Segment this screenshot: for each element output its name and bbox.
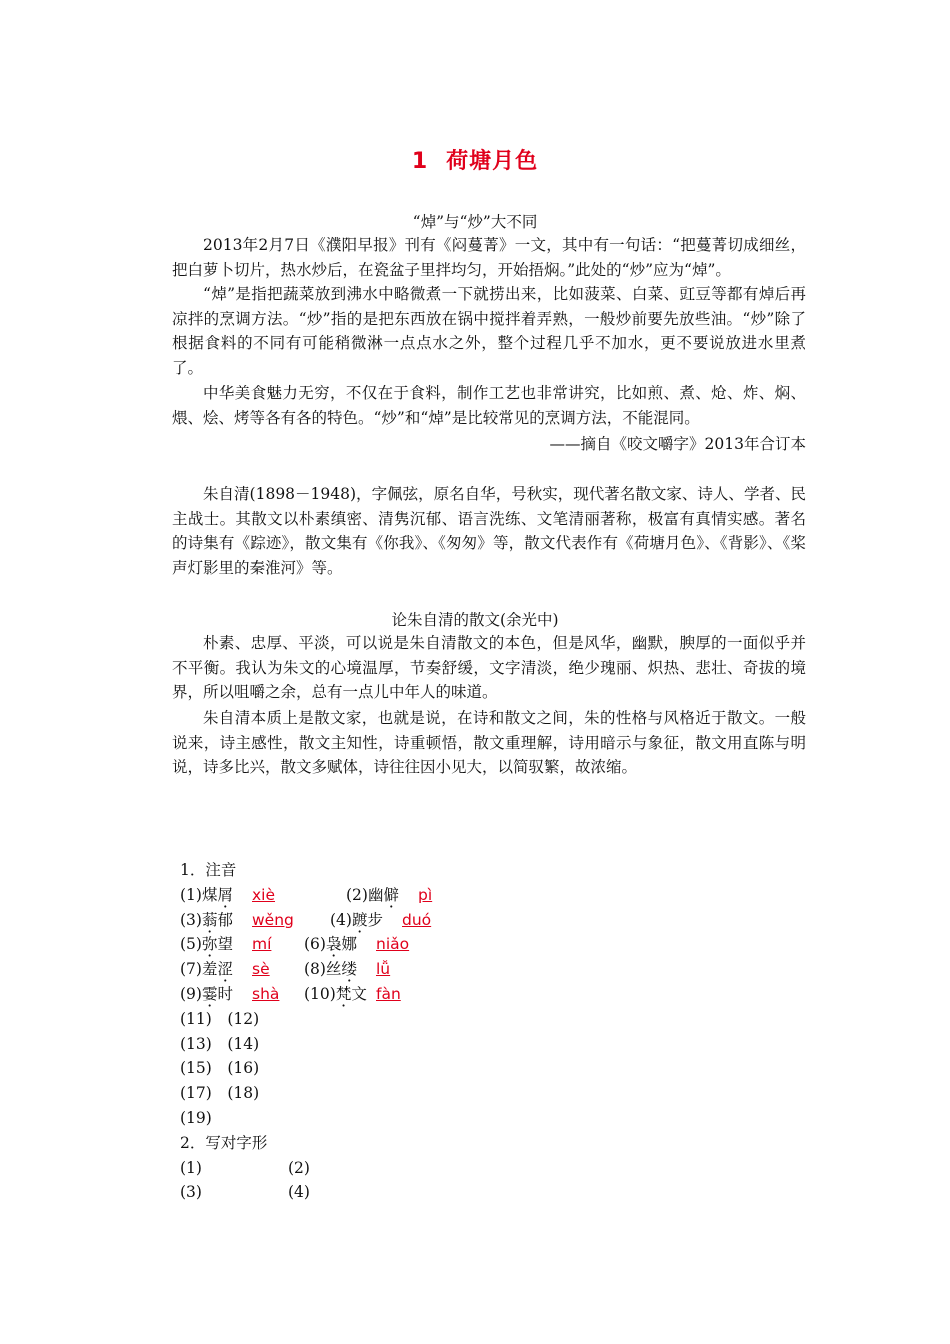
paragraph: 2013年2月7日《濮阳早报》刊有《闷蔓菁》一文，其中有一句话：“把蔓菁切成细丝，把白萝卜切片，热水炒后，在瓷盆子里拌均匀，开始捂焖。”此处的“炒”应为“焯”。 xyxy=(172,236,806,279)
emphasized-character: 霎 xyxy=(201,984,218,1003)
pinyin-answer: shà xyxy=(252,984,280,1003)
pinyin-question: (9)霎时 xyxy=(180,984,233,1003)
pinyin-question: (5)弥望 xyxy=(180,935,233,954)
lesson-title: 荷塘月色 xyxy=(446,149,539,174)
source-citation: ——摘自《咬文嚼字》2013年合订本 xyxy=(549,435,806,453)
pinyin-answer: wěng xyxy=(252,910,294,929)
pinyin-answer: sè xyxy=(252,960,270,979)
author-bio-paragraph: 朱自清(1898－1948)，字佩弦，原名自华，号秋实，现代著名散文家、诗人、学者、民主战士。其散文以朴素缜密、清隽沉郁、语言洗练、文笔清丽著称，极富有真情实感。著名的诗集有《踪迹》，散文集有《你我》、《匆匆》等，散文代表作有《荷塘月色》、《背影》、《桨声灯影里的秦淮河》等。 xyxy=(172,485,806,577)
list-item: (1) (2) xyxy=(180,1158,310,1177)
emphasized-character: 僻 xyxy=(383,885,399,904)
list-item: (13) (14) xyxy=(180,1034,260,1053)
emphasized-character: 屑 xyxy=(217,885,233,904)
list-item: (17) (18) xyxy=(180,1084,260,1103)
list-item xyxy=(180,957,391,982)
pinyin-question: (1)煤屑 xyxy=(180,885,233,904)
pinyin-answer: fàn xyxy=(376,984,401,1003)
pinyin-question: (3)蓊郁 xyxy=(180,910,233,929)
pinyin-question: (2)幽僻 xyxy=(346,885,399,904)
paragraph: “焯”是指把蔬菜放到沸水中略微煮一下就捞出来，比如菠菜、白菜、豇豆等都有焯后再凉拌的烹调方法。“炒”指的是把东西放在锅中搅拌着弄熟，一般炒前要先放些油。“炒”除了根据食料的不同有可能稍微淋一点点水之外，整个过程几乎不加水，更不要说放进水里煮了。 xyxy=(172,285,806,377)
pinyin-list xyxy=(180,883,433,1007)
section-heading-zhuo-chao: “焯”与“炒”大不同 xyxy=(412,213,538,231)
question-1-label: 1．注音 xyxy=(180,861,237,879)
paragraph: 中华美食魅力无穷，不仅在于食料，制作工艺也非常讲究，比如煎、煮、炝、炸、焖、煨、烩、烤等各有各的特色。“炒”和“焯”是比较常见的烹调方法，不能混同。 xyxy=(172,384,806,427)
blank-list xyxy=(180,1007,267,1131)
list-item xyxy=(180,982,401,1007)
pinyin-answer: lǚ xyxy=(376,960,391,979)
pinyin-answer: mí xyxy=(252,935,272,954)
page-title xyxy=(0,144,950,175)
pinyin-question: (4)踱步 xyxy=(330,910,383,929)
paragraph: 朱自清本质上是散文家，也就是说，在诗和散文之间，朱的性格与风格近于散文。一般说来，诗主感性，散文主知性，诗重顿悟，散文重理解，诗用暗示与象征，散文用直陈与明说，诗多比兴，散文多赋体，诗往往因小见大，以简驭繁，故浓缩。 xyxy=(172,709,806,777)
emphasized-character: 弥 xyxy=(201,935,218,954)
pinyin-question: (7)羞涩 xyxy=(180,960,233,979)
pinyin-answer: xiè xyxy=(252,885,276,904)
list-item: (15) (16) xyxy=(180,1059,260,1078)
list-item: (19) xyxy=(180,1108,212,1127)
pinyin-question: (6)袅娜 xyxy=(304,935,357,954)
pinyin-question: (10)梵文 xyxy=(304,984,367,1003)
list-item xyxy=(180,932,410,957)
section-heading-essay: 论朱自清的散文(余光中) xyxy=(391,611,559,629)
list-item: (11) (12) xyxy=(180,1009,260,1028)
list-item xyxy=(180,883,433,908)
lesson-number: 1 xyxy=(411,149,429,174)
pinyin-answer: niǎo xyxy=(376,935,410,954)
list-item xyxy=(180,908,432,933)
emphasized-character: 梵 xyxy=(335,984,352,1003)
emphasized-character: 缕 xyxy=(341,960,357,979)
question-2-label: 2．写对字形 xyxy=(180,1133,268,1152)
pinyin-answer: duó xyxy=(402,910,432,929)
emphasized-character: 蓊 xyxy=(201,910,218,929)
emphasized-character: 涩 xyxy=(217,960,233,979)
list-item: (3) (4) xyxy=(180,1183,310,1202)
pinyin-question: (8)丝缕 xyxy=(304,960,357,979)
pinyin-answer: pì xyxy=(418,885,433,904)
paragraph: 朴素、忠厚、平淡，可以说是朱自清散文的本色，但是风华，幽默，腴厚的一面似乎并不平衡。我认为朱文的心境温厚，节奏舒缓，文字清淡，绝少瑰丽、炽热、悲壮、奇拔的境界，所以咀嚼之余，总有一点儿中年人的味道。 xyxy=(172,634,806,702)
emphasized-character: 袅 xyxy=(325,935,342,954)
emphasized-character: 踱 xyxy=(351,910,368,929)
exercise-section xyxy=(180,858,433,1205)
